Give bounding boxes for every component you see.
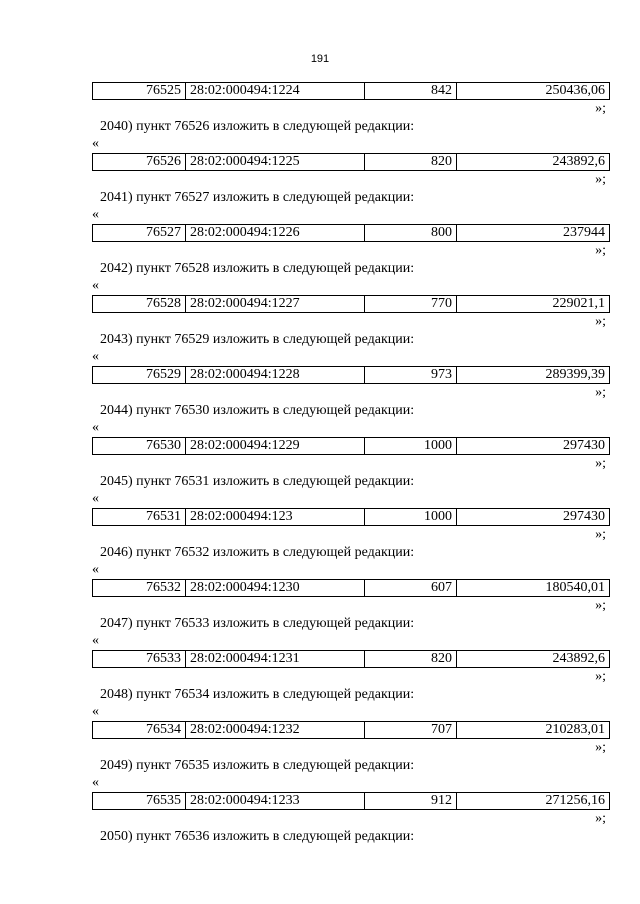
- amendment-block: [92, 419, 612, 490]
- document-body: [92, 82, 612, 845]
- closing-quote: »;: [595, 811, 606, 826]
- item-number: 76529: [93, 367, 186, 384]
- table-row: [92, 579, 610, 597]
- page-number: 191: [310, 53, 330, 65]
- cadastral-number: 28:02:000494:1228: [186, 367, 365, 384]
- cadastral-number: 28:02:000494:1231: [186, 651, 365, 668]
- area-value: 770: [365, 296, 457, 313]
- cost-value: 229021,1: [457, 296, 610, 313]
- area-value: 800: [365, 225, 457, 242]
- cadastral-number: 28:02:000494:1225: [186, 154, 365, 171]
- closing-quote: »;: [595, 101, 606, 116]
- amendment-block: [92, 703, 612, 774]
- area-value: 1000: [365, 438, 457, 455]
- cadastral-number: 28:02:000494:1230: [186, 580, 365, 597]
- amendment-block: [92, 774, 612, 845]
- cadastral-number: 28:02:000494:1227: [186, 296, 365, 313]
- amendment-block: [92, 490, 612, 561]
- amendment-block: [92, 277, 612, 348]
- item-number: 76533: [93, 651, 186, 668]
- cost-value: 243892,6: [457, 651, 610, 668]
- amendment-block: [92, 348, 612, 419]
- cadastral-number: 28:02:000494:1229: [186, 438, 365, 455]
- closing-quote: »;: [595, 243, 606, 258]
- opening-quote: «: [92, 278, 99, 293]
- area-value: 820: [365, 651, 457, 668]
- cost-value: 297430: [457, 438, 610, 455]
- closing-quote: »;: [595, 669, 606, 684]
- opening-quote: «: [92, 349, 99, 364]
- opening-quote: «: [92, 420, 99, 435]
- cost-value: 243892,6: [457, 154, 610, 171]
- opening-quote: «: [92, 207, 99, 222]
- table-row: [92, 366, 610, 384]
- cost-value: 237944: [457, 225, 610, 242]
- amendment-instruction: 2046) пункт 76532 изложить в следующей редакции:: [100, 545, 415, 560]
- closing-quote: »;: [595, 385, 606, 400]
- item-number: 76525: [93, 83, 186, 100]
- cadastral-number: 28:02:000494:1233: [186, 793, 365, 810]
- cost-value: 180540,01: [457, 580, 610, 597]
- table-row: [92, 295, 610, 313]
- table-row: [92, 508, 610, 526]
- item-number: 76532: [93, 580, 186, 597]
- area-value: 1000: [365, 509, 457, 526]
- cost-value: 271256,16: [457, 793, 610, 810]
- amendment-instruction: 2047) пункт 76533 изложить в следующей редакции:: [100, 616, 415, 631]
- amendment-instruction: 2040) пункт 76526 изложить в следующей редакции:: [100, 119, 415, 134]
- cost-value: 250436,06: [457, 83, 610, 100]
- closing-quote: »;: [595, 314, 606, 329]
- amendment-instruction: 2049) пункт 76535 изложить в следующей редакции:: [100, 758, 415, 773]
- amendment-instruction: 2045) пункт 76531 изложить в следующей редакции:: [100, 474, 415, 489]
- cost-value: 297430: [457, 509, 610, 526]
- table-row: [92, 224, 610, 242]
- table-row: [92, 721, 610, 739]
- amendment-instruction: 2041) пункт 76527 изложить в следующей редакции:: [100, 190, 415, 205]
- cost-value: 289399,39: [457, 367, 610, 384]
- amendment-instruction: 2042) пункт 76528 изложить в следующей редакции:: [100, 261, 415, 276]
- opening-quote: «: [92, 562, 99, 577]
- amendment-block: [92, 632, 612, 703]
- item-number: 76535: [93, 793, 186, 810]
- table-row: [92, 153, 610, 171]
- item-number: 76530: [93, 438, 186, 455]
- cadastral-number: 28:02:000494:1232: [186, 722, 365, 739]
- area-value: 707: [365, 722, 457, 739]
- amendment-block: [92, 561, 612, 632]
- cadastral-number: 28:02:000494:1226: [186, 225, 365, 242]
- area-value: 842: [365, 83, 457, 100]
- item-number: 76528: [93, 296, 186, 313]
- closing-quote: »;: [595, 740, 606, 755]
- opening-quote: «: [92, 633, 99, 648]
- area-value: 820: [365, 154, 457, 171]
- amendment-instruction: 2048) пункт 76534 изложить в следующей редакции:: [100, 687, 415, 702]
- amendment-block: [92, 82, 612, 135]
- item-number: 76526: [93, 154, 186, 171]
- closing-quote: »;: [595, 598, 606, 613]
- cost-value: 210283,01: [457, 722, 610, 739]
- amendment-instruction: 2043) пункт 76529 изложить в следующей редакции:: [100, 332, 415, 347]
- closing-quote: »;: [595, 172, 606, 187]
- closing-quote: »;: [595, 527, 606, 542]
- table-row: [92, 437, 610, 455]
- item-number: 76534: [93, 722, 186, 739]
- amendment-instruction: 2044) пункт 76530 изложить в следующей редакции:: [100, 403, 415, 418]
- opening-quote: «: [92, 491, 99, 506]
- item-number: 76531: [93, 509, 186, 526]
- closing-quote: »;: [595, 456, 606, 471]
- amendment-instruction: 2050) пункт 76536 изложить в следующей редакции:: [100, 829, 415, 844]
- opening-quote: «: [92, 704, 99, 719]
- table-row: [92, 82, 610, 100]
- table-row: [92, 650, 610, 668]
- cadastral-number: 28:02:000494:1224: [186, 83, 365, 100]
- area-value: 973: [365, 367, 457, 384]
- area-value: 912: [365, 793, 457, 810]
- item-number: 76527: [93, 225, 186, 242]
- table-row: [92, 792, 610, 810]
- cadastral-number: 28:02:000494:123: [186, 509, 365, 526]
- area-value: 607: [365, 580, 457, 597]
- opening-quote: «: [92, 775, 99, 790]
- opening-quote: «: [92, 136, 99, 151]
- amendment-block: [92, 206, 612, 277]
- amendment-block: [92, 135, 612, 206]
